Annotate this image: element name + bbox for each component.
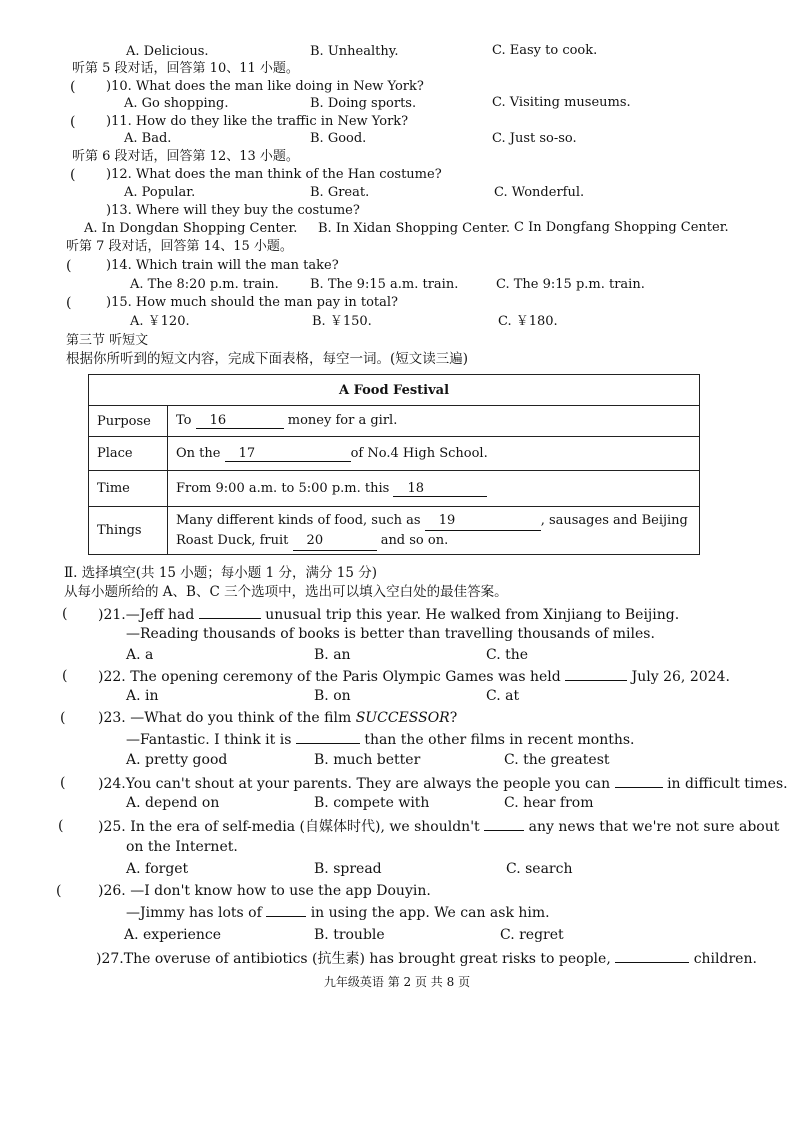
text: You can't shout at your parents. They are always the people you can [125, 776, 611, 792]
answer-bracket[interactable]: ( [70, 114, 76, 130]
option-a: A. depend on [126, 795, 220, 811]
answer-bracket[interactable]: ( [66, 295, 72, 311]
answer-bracket[interactable]: ( [62, 606, 68, 622]
text: children. [693, 951, 757, 967]
answer-blank-20[interactable]: 20 [293, 531, 377, 551]
question-text: What does the man like doing in New York? [135, 79, 424, 94]
option-b: B. compete with [314, 795, 430, 811]
text: ? [449, 710, 458, 726]
option-a: A. ￥120. [130, 314, 190, 329]
question-21-line2: —Reading thousands of books is better than travelling thousands of miles. [126, 626, 655, 642]
text: Many different kinds of food, such as [176, 512, 421, 528]
option-b: B. spread [314, 861, 382, 877]
question-text: How do they like the traffic in New York? [135, 114, 409, 129]
option-b: B. Good. [310, 131, 367, 146]
question-22 [98, 668, 730, 685]
question-number: )24. [98, 776, 126, 792]
option-a: A. In Dongdan Shopping Center. [84, 221, 298, 236]
option-c: C. Visiting museums. [492, 95, 631, 110]
question-25-line2: on the Internet. [126, 839, 238, 855]
option-c: C. the [486, 647, 529, 663]
option-c: C. regret [500, 927, 564, 943]
question-11 [106, 114, 408, 130]
part-2-instruction: 从每小题所给的 A、B、C 三个选项中，选出可以填入空白处的最佳答案。 [64, 584, 508, 600]
row-label-place: Place [89, 437, 168, 471]
answer-blank-16[interactable]: 16 [196, 413, 284, 429]
option-b: B. Great. [310, 185, 370, 200]
option-c: C. Easy to cook. [492, 43, 598, 58]
text: —Jimmy has lots of [126, 905, 262, 921]
question-23-line2 [126, 731, 635, 748]
row-content [168, 437, 700, 471]
question-number: )14. [106, 258, 132, 273]
row-content [168, 406, 700, 437]
table-row [89, 406, 700, 437]
text: in difficult times. [667, 776, 788, 792]
table-title-row [89, 375, 700, 406]
text: any news that we're not sure about [528, 819, 780, 835]
row-label-things: Things [89, 507, 168, 555]
option-a: A. forget [126, 861, 189, 877]
answer-blank[interactable] [615, 950, 689, 963]
text: —What do you think of the film [130, 710, 352, 726]
table-row [89, 471, 700, 507]
question-number: )12. [106, 167, 132, 182]
question-number: )22. [98, 669, 126, 685]
food-festival-table [88, 374, 700, 555]
option-c: C. The 9:15 p.m. train. [496, 277, 645, 292]
text: than the other films in recent months. [364, 732, 635, 748]
row-label-time: Time [89, 471, 168, 507]
answer-bracket[interactable]: ( [66, 258, 72, 274]
part-2-title: Ⅱ. 选择填空(共 15 小题；每小题 1 分，满分 15 分) [64, 565, 377, 581]
answer-bracket[interactable]: ( [70, 167, 76, 183]
text: From 9:00 a.m. to 5:00 p.m. this [176, 480, 390, 496]
table-row [89, 507, 700, 555]
option-a: A. pretty good [126, 752, 228, 768]
question-23 [98, 710, 457, 726]
option-b: B. Unhealthy. [310, 44, 399, 59]
option-c: C. Wonderful. [494, 185, 585, 200]
question-number: )13. [106, 203, 132, 218]
text: money for a girl. [287, 413, 398, 428]
text: To [176, 413, 192, 428]
question-text: What does the man think of the Han costume? [135, 167, 442, 182]
question-number: )25. [98, 819, 126, 835]
question-12 [106, 167, 442, 183]
question-text: How much should the man pay in total? [135, 295, 399, 310]
section-3-instruction: 根据你所听到的短文内容，完成下面表格，每空一词。(短文读三遍) [66, 351, 469, 367]
option-a: A. Go shopping. [124, 96, 229, 111]
text: Roast Duck, fruit [176, 532, 289, 548]
question-21 [98, 606, 679, 623]
option-a: A. Delicious. [126, 44, 209, 59]
question-number: )11. [106, 114, 132, 129]
text: of No.4 High School. [350, 445, 488, 461]
question-14 [106, 258, 339, 274]
text: in using the app. We can ask him. [310, 905, 550, 921]
question-number: )10. [106, 79, 132, 94]
option-a: A. The 8:20 p.m. train. [130, 277, 279, 292]
page-footer: 九年级英语 第 2 页 共 8 页 [323, 975, 471, 989]
row-content [168, 471, 700, 507]
answer-blank[interactable] [565, 668, 627, 681]
answer-blank[interactable] [199, 606, 261, 619]
option-c: C In Dongfang Shopping Center. [514, 220, 729, 235]
table-title: A Food Festival [89, 375, 700, 406]
question-13 [106, 203, 360, 219]
option-b: B. an [314, 647, 351, 663]
text: —Fantastic. I think it is [126, 732, 292, 748]
text: On the [176, 445, 221, 461]
text: , sausages and Beijing [540, 512, 688, 528]
answer-blank[interactable] [266, 904, 306, 917]
option-c: C. the greatest [504, 752, 610, 768]
answer-bracket[interactable]: ( [70, 79, 76, 95]
dialog-5-instruction: 听第 5 段对话，回答第 10、11 小题。 [72, 61, 299, 76]
answer-blank[interactable] [615, 775, 663, 788]
question-24 [98, 775, 788, 792]
answer-blank-19[interactable]: 19 [425, 511, 541, 531]
question-number: )21. [98, 607, 126, 623]
option-c: C. search [506, 861, 573, 877]
option-c: C. ￥180. [498, 314, 558, 329]
option-c: C. Just so-so. [492, 131, 577, 146]
question-27 [96, 950, 757, 967]
question-26-line2 [126, 904, 550, 921]
row-content [168, 507, 700, 555]
option-b: B. ￥150. [312, 314, 372, 329]
answer-bracket[interactable]: ( [58, 818, 64, 834]
question-number: )15. [106, 295, 132, 310]
text: July 26, 2024. [631, 669, 730, 685]
option-b: B. The 9:15 a.m. train. [310, 277, 459, 292]
dialog-7-instruction: 听第 7 段对话，回答第 14、15 小题。 [66, 239, 293, 254]
table-row [89, 437, 700, 471]
answer-blank-17[interactable]: 17 [225, 446, 351, 462]
question-10 [106, 79, 424, 95]
text: unusual trip this year. He walked from Xinjiang to Beijing. [265, 607, 680, 623]
answer-bracket[interactable]: ( [60, 710, 66, 726]
option-c: C. hear from [504, 795, 594, 811]
option-a: A. experience [124, 927, 222, 943]
question-number: )23. [98, 710, 126, 726]
question-text: Where will they buy the costume? [135, 203, 360, 218]
option-b: B. much better [314, 752, 421, 768]
row-label-purpose: Purpose [89, 406, 168, 437]
dialog-6-instruction: 听第 6 段对话，回答第 12、13 小题。 [72, 149, 299, 164]
question-number: )27. [96, 951, 124, 967]
answer-blank-18[interactable]: 18 [393, 481, 487, 497]
question-26 [98, 883, 431, 899]
question-15 [106, 295, 398, 311]
answer-bracket[interactable]: ( [62, 668, 68, 684]
text: In the era of self-media (自媒体时代), we shouldn't [130, 819, 480, 835]
answer-blank[interactable] [296, 731, 360, 744]
text: and so on. [380, 532, 449, 548]
answer-bracket[interactable]: ( [60, 775, 66, 791]
text: —I don't know how to use the app Douyin. [130, 883, 431, 899]
film-title: SUCCESSOR [355, 710, 450, 726]
answer-bracket[interactable]: ( [56, 883, 62, 899]
option-b: B. In Xidan Shopping Center. [318, 221, 511, 236]
text: The overuse of antibiotics (抗生素) has brought great risks to people, [123, 951, 611, 967]
question-text: Which train will the man take? [135, 258, 339, 273]
text: The opening ceremony of the Paris Olympic Games was held [130, 669, 561, 685]
option-c: C. at [486, 688, 520, 704]
option-a: A. in [126, 688, 159, 704]
text: —Jeff had [125, 607, 195, 623]
question-25 [98, 818, 779, 835]
answer-blank[interactable] [484, 818, 524, 831]
option-b: B. trouble [314, 927, 385, 943]
option-a: A. Bad. [124, 131, 172, 146]
option-a: A. Popular. [124, 185, 196, 200]
question-number: )26. [98, 883, 126, 899]
option-b: B. on [314, 688, 351, 704]
option-b: B. Doing sports. [310, 96, 417, 111]
section-3-title: 第三节 听短文 [66, 333, 149, 348]
option-a: A. a [126, 647, 154, 663]
